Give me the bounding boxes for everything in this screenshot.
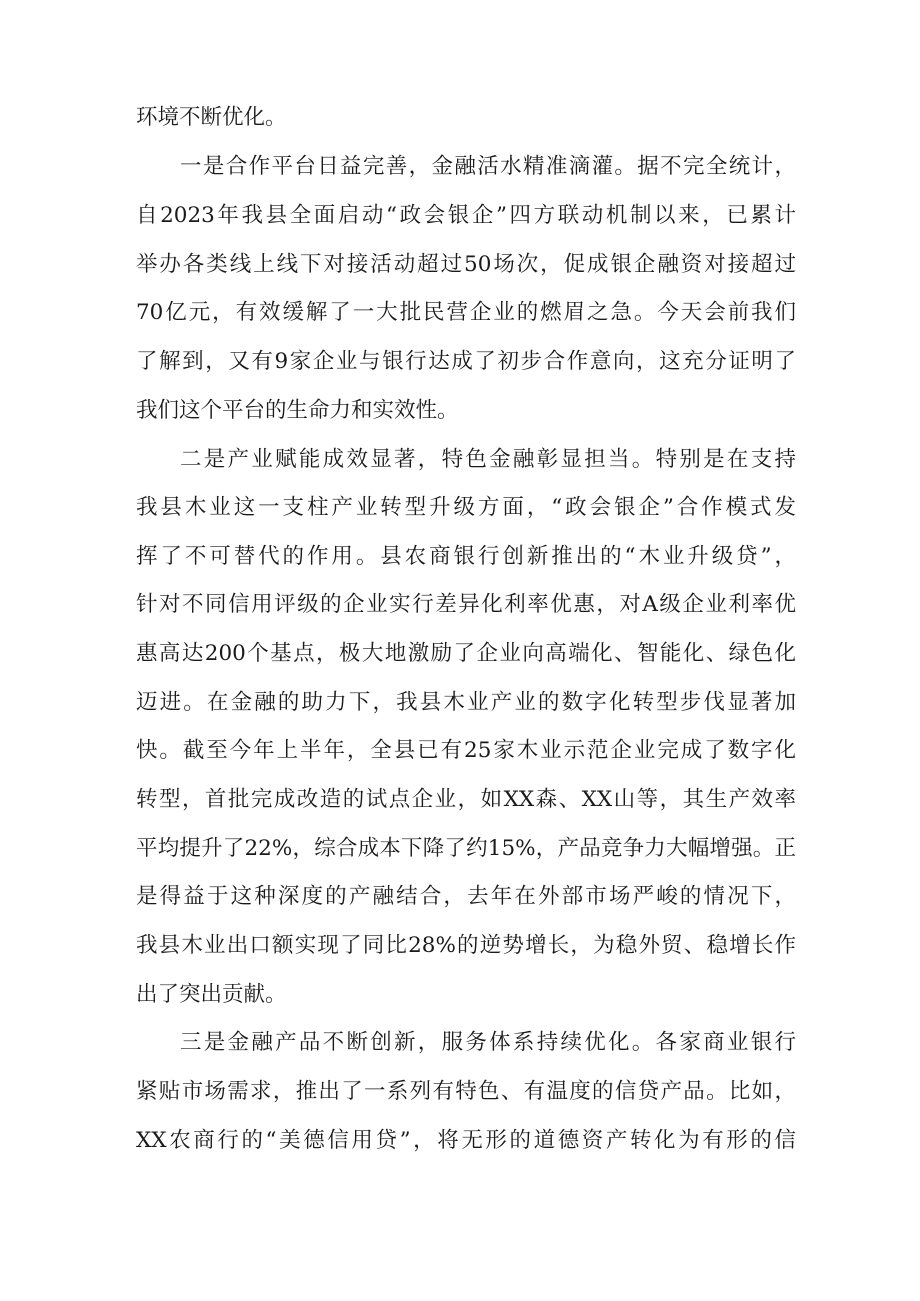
text-line: 平均提升了22%，综合成本下降了约15%，产品竞争力大幅增强。正: [136, 836, 796, 861]
text-line: 针对不同信用评级的企业实行差异化利率优惠，对A级企业利率优: [136, 592, 796, 617]
text-line: 是得益于这种深度的产融结合，去年在外部市场严峻的情况下，: [136, 884, 796, 909]
text-line: 我县木业出口额实现了同比28%的逆势增长，为稳外贸、稳增长作: [136, 933, 796, 958]
text-line: 环境不断优化。: [136, 105, 287, 130]
text-line: 惠高达200个基点，极大地激励了企业向高端化、智能化、绿色化: [136, 641, 796, 666]
text-line: 转型，首批完成改造的试点企业，如XX森、XX山等，其生产效率: [136, 787, 796, 812]
text-line: 了解到，又有9家企业与银行达成了初步合作意向，这充分证明了: [136, 349, 796, 374]
text-line: 快。截至今年上半年，全县已有25家木业示范企业完成了数字化: [136, 738, 796, 763]
text-line: 举办各类线上线下对接活动超过50场次，促成银企融资对接超过: [136, 252, 796, 277]
text-line: 出了突出贡献。: [136, 982, 287, 1007]
text-line: 我县木业这一支柱产业转型升级方面，“政会银企”合作模式发: [136, 495, 796, 520]
paragraph-2-first-line: 二是产业赋能成效显著，特色金融彰显担当。特别是在支持: [180, 447, 796, 472]
text-line: 迈进。在金融的助力下，我县木业产业的数字化转型步伐显著加: [136, 690, 796, 715]
text-line: 紧贴市场需求，推出了一系列有特色、有温度的信贷产品。比如，: [136, 1079, 796, 1104]
text-line: 自2023年我县全面启动“政会银企”四方联动机制以来，已累计: [136, 203, 796, 228]
text-line: 我们这个平台的生命力和实效性。: [136, 398, 459, 423]
paragraph-1-first-line: 一是合作平台日益完善，金融活水精准滴灌。据不完全统计，: [180, 154, 796, 179]
text-line: 70亿元，有效缓解了一大批民营企业的燃眉之急。今天会前我们: [136, 300, 796, 325]
text-line: 挥了不可替代的作用。县农商银行创新推出的“木业升级贷”，: [136, 544, 796, 569]
text-line: XX农商行的“美德信用贷”，将无形的道德资产转化为有形的信: [136, 1128, 796, 1153]
paragraph-3-first-line: 三是金融产品不断创新，服务体系持续优化。各家商业银行: [180, 1030, 796, 1055]
